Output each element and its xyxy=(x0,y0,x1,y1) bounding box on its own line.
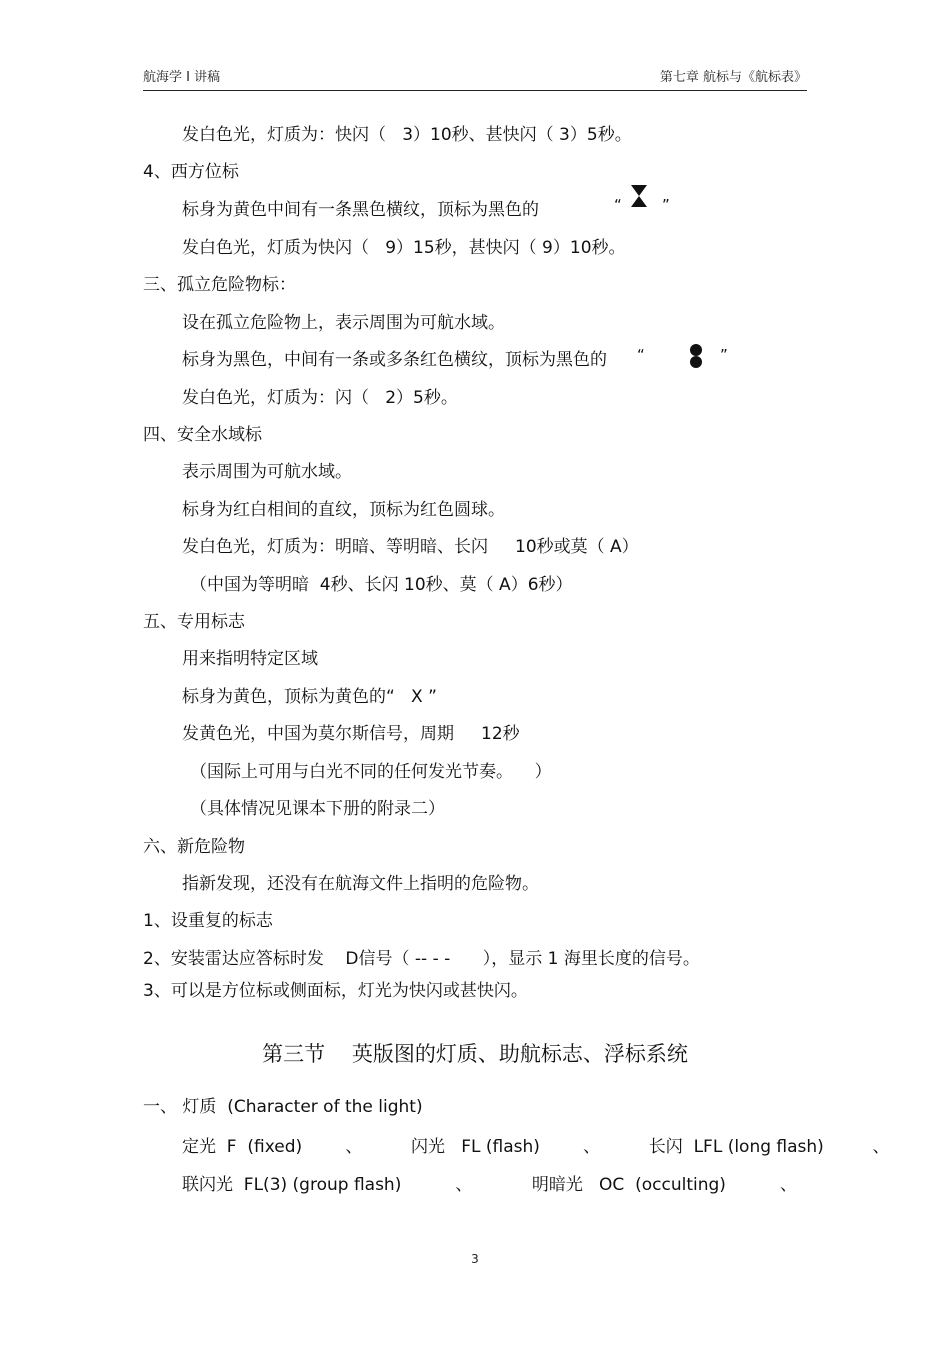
text-line: 表示周围为可航水域。 xyxy=(182,462,352,482)
text-line: 标身为黑色，中间有一条或多条红色横纹，顶标为黑色的 xyxy=(182,350,607,370)
text-line: 发白色光，灯质为：明暗、等明暗、长闪 10秒或莫（ A） xyxy=(182,537,639,557)
quote-close: ” xyxy=(720,346,728,364)
text-line: （中国为等明暗 4秒、长闪 10秒、莫（ A）6秒） xyxy=(190,575,573,595)
text-line: 联闪光 FL(3) (group flash) 、 明暗光 OC (occulting) 、 xyxy=(182,1175,797,1195)
quote-open: “ xyxy=(637,346,645,364)
heading-isolated-danger: 三、孤立危险物标： xyxy=(143,275,296,295)
text-line: 用来指明特定区域 xyxy=(182,649,318,669)
heading-safe-water: 四、安全水域标 xyxy=(143,425,262,445)
header-rule xyxy=(143,90,807,91)
text-line: （具体情况见课本下册的附录二） xyxy=(190,799,445,819)
quote-open: “ xyxy=(614,196,622,214)
text-line: 发白色光，灯质为快闪（ 9）15秒，甚快闪（ 9）10秒。 xyxy=(182,238,626,258)
text-line: 设在孤立危险物上，表示周围为可航水域。 xyxy=(182,313,505,333)
text-line: 指新发现，还没有在航海文件上指明的危险物。 xyxy=(182,874,539,894)
heading-light-character: 一、 灯质 (Character of the light) xyxy=(143,1097,423,1117)
heading-new-danger: 六、新危险物 xyxy=(143,837,245,857)
text-line: 定光 F (fixed) 、 闪光 FL (flash) 、 长闪 LFL (long flash) 、 xyxy=(182,1137,890,1157)
header-left: 航海学 I 讲稿 xyxy=(143,70,221,85)
heading-west-cardinal: 4、西方位标 xyxy=(143,162,239,182)
hourglass-icon xyxy=(630,184,648,208)
text-line: 标身为黄色，顶标为黄色的“ X ” xyxy=(182,687,437,707)
page-number: 3 xyxy=(471,1252,479,1266)
text-line: （国际上可用与白光不同的任何发光节奏。 ） xyxy=(190,762,552,782)
section-title: 第三节 英版图的灯质、助航标志、浮标系统 xyxy=(262,1042,688,1066)
header-right: 第七章 航标与《航标表》 xyxy=(659,70,807,85)
text-line: 标身为黄色中间有一条黑色横纹，顶标为黑色的 xyxy=(182,200,539,220)
list-item: 1、设重复的标志 xyxy=(143,911,273,931)
text-line: 发黄色光，中国为莫尔斯信号，周期 12秒 xyxy=(182,724,520,744)
two-balls-icon xyxy=(688,344,704,368)
text-line: 发白色光，灯质为：闪（ 2）5秒。 xyxy=(182,388,458,408)
quote-close: ” xyxy=(662,196,670,214)
list-item: 2、安装雷达应答标时发 D信号（ -- - - ），显示 1 海里长度的信号。 xyxy=(143,949,700,969)
list-item: 3、可以是方位标或侧面标，灯光为快闪或甚快闪。 xyxy=(143,981,528,1001)
text-line: 发白色光，灯质为：快闪（ 3）10秒、甚快闪（ 3）5秒。 xyxy=(182,125,632,145)
heading-special-mark: 五、专用标志 xyxy=(143,612,245,632)
text-line: 标身为红白相间的直纹，顶标为红色圆球。 xyxy=(182,500,505,520)
